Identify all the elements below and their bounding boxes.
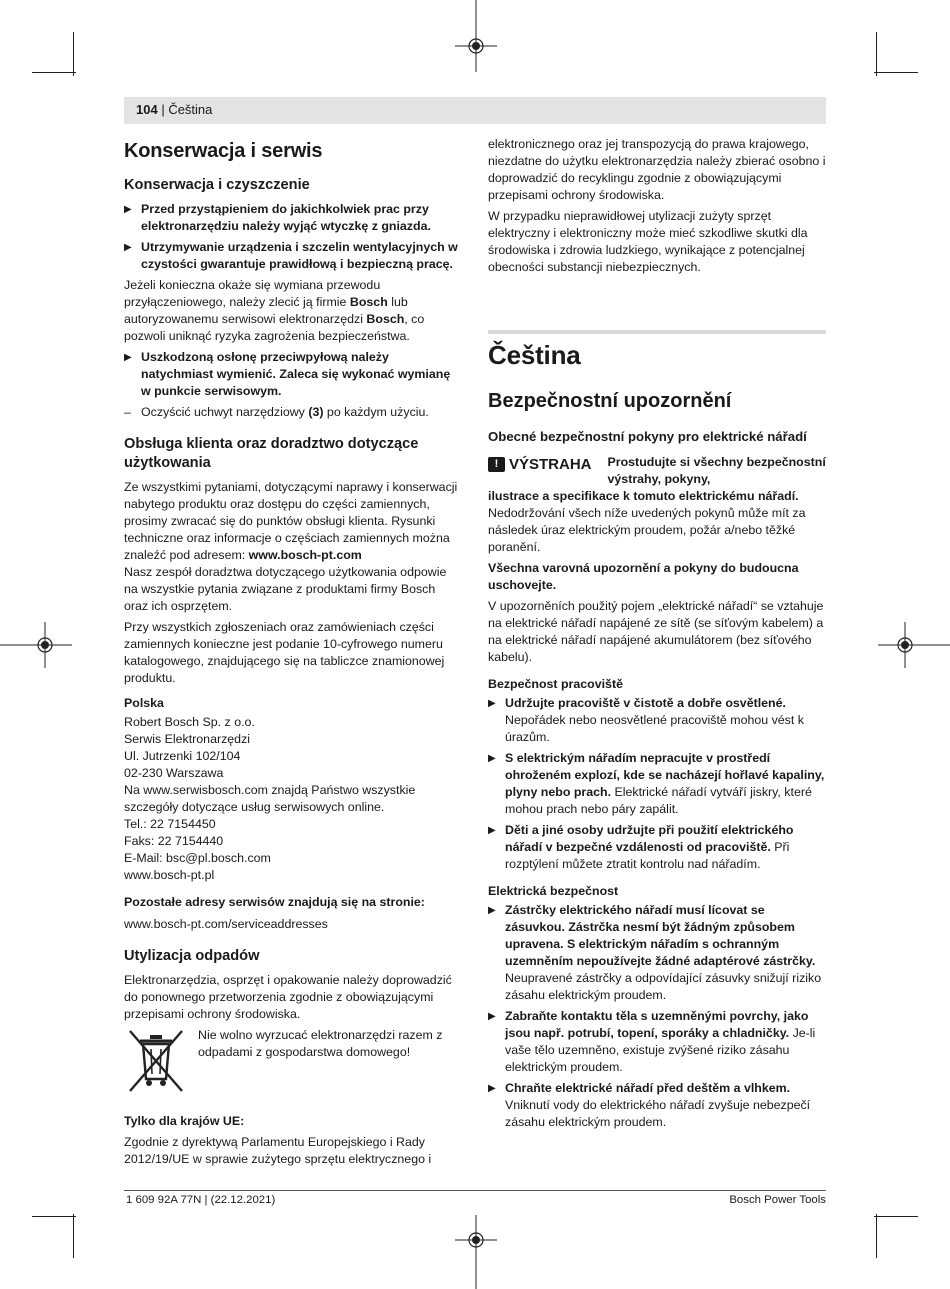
paragraph-eu: Zgodnie z dyrektywą Parlamentu Europejskiego i Rady 2012/19/UE w sprawie zużytego sprzętu elektrycznego i <box>124 1135 432 1166</box>
link-bosch-pt[interactable]: www.bosch-pt.com <box>248 548 362 562</box>
warning-icon: ! <box>488 457 505 472</box>
language-title: Čeština <box>488 340 581 370</box>
heading-cleaning: Konserwacja i czyszczenie <box>124 177 310 193</box>
paragraph-improper-disposal: W przypadku nieprawidłowej utylizacji zużyty sprzęt elektryczny i elektroniczny może mieć szkodliwe skutki dla środowiska i zdrowia ludzkiego, wynikające z potencjalnej obecności substancji niebezpiecznych. <box>488 209 808 274</box>
right-column-czech <box>488 338 826 1135</box>
language-divider <box>488 330 826 334</box>
crop-mark <box>73 32 74 76</box>
paragraph-disposal: Elektronarzędzia, osprzęt i opakowanie należy doprowadzić do ponownego przetworzenia zgodnie z obowiązującymi przepisami ochrony środowiska. <box>124 973 452 1021</box>
crop-mark <box>876 32 877 76</box>
heading-disposal: Utylizacja odpadów <box>124 948 260 964</box>
warning-block <box>488 454 826 488</box>
eu-heading: Tylko dla krajów UE: <box>124 1114 245 1128</box>
list-item: ▶ Chraňte elektrické nářadí před deštěm a vlhkem. Vniknutí vody do elektrického nářadí zvyšuje nebezpečí zásahu elektrickým proudem. <box>488 1081 811 1129</box>
footer-brand: Bosch Power Tools <box>729 1194 826 1206</box>
right-column <box>488 136 826 280</box>
page-number: 104 <box>136 102 158 117</box>
crossed-bin-icon <box>124 1027 188 1095</box>
crop-mark <box>874 72 918 73</box>
dash-item: – Oczyścić uchwyt narzędziowy (3) po każdym użyciu. <box>124 405 429 419</box>
heading-general-safety: Obecné bezpečnostní pokyny pro elektrické nářadí <box>488 429 807 444</box>
crop-mark <box>874 1216 918 1217</box>
paragraph-term: V upozorněních použitý pojem „elektrické nářadí“ se vztahuje na elektrické nářadí napájené ze sítě (se síťovým kabelem) a na elektrické nářadí napájené akumulátorem (bez síťového kabelu). <box>488 599 824 664</box>
heading-work-area: Bezpečnost pracoviště <box>488 677 623 691</box>
paragraph-cable: Jeżeli konieczna okaże się wymiana przewodu przyłączeniowego, należy zlecić ją firmie Bosch lub autoryzowanemu serwisowi elektronarzędzi Bosch, co pozwoli uniknąć ryzyka zagrożenia bezpieczeństwa. <box>124 278 425 343</box>
heading-customer-service: Obsługa klienta oraz doradztwo dotyczące użytkowania <box>124 436 419 471</box>
other-addresses-heading: Pozostałe adresy serwisów znajdują się na stronie: <box>124 895 425 909</box>
registration-mark-bottom <box>455 1215 497 1289</box>
list-item: ▶ Udržujte pracoviště v čistotě a dobře osvětlené. Nepořádek nebo neosvětlené pracoviště mohou vést k úrazům. <box>488 696 804 744</box>
warning-badge: ! VÝSTRAHA <box>488 456 592 473</box>
list-item: ▶ Děti a jiné osoby udržujte při použití elektrického nářadí v bezpečné vzdálenosti od pracoviště. Při rozptýlení můžete ztratit kontrolu nad nářadím. <box>488 823 794 871</box>
crop-mark <box>73 1214 74 1258</box>
header-language: Čeština <box>168 102 213 117</box>
paragraph-order-number: Przy wszystkich zgłoszeniach oraz zamówieniach części zamiennych konieczne jest podanie 10-cyfrowego numeru katalogowego, znajdującego się na tabliczce znamionowej produktu. <box>124 620 445 685</box>
keep-instructions: Všechna varovná upozornění a pokyny do budoucna uschovejte. <box>488 561 799 592</box>
section-title-maintenance: Konserwacja i serwis <box>124 140 323 162</box>
page-footer <box>124 1190 826 1206</box>
list-item: ▶ Zástrčky elektrického nářadí musí lícovat se zásuvkou. Zástrčka nesmí být žádným způsobem upravena. S elektrickým nářadím s ochranným uzemněním nepoužívejte žádné adaptérové zástrčky. Neupravené zástrčky a odpovídající zásuvky snižují riziko zásahu elektrickým proudem. <box>488 903 822 1002</box>
heading-safety: Bezpečnostní upozornění <box>488 390 732 412</box>
list-item: ▶ Utrzymywanie urządzenia i szczelin wentylacyjnych w czystości gwarantuje prawidłową i bezpieczną pracę. <box>124 240 458 271</box>
registration-mark-right <box>878 622 950 668</box>
paragraph-service: Ze wszystkimi pytaniami, dotyczącymi naprawy i konserwacji nabytego produktu oraz dostępu do części zamiennych, prosimy zwracać się do punktów obsługi klienta. Rysunki techniczne oraz informacje o częściach zamiennych można znaleźć pod adresem: www.bosch-pt.com Nasz zespół doradztwa dotyczącego użytkowania odpowie na wszystkie pytania związane z produktami firmy Bosch oraz ich osprzętem. <box>124 480 458 613</box>
crop-mark <box>32 72 76 73</box>
weee-notice <box>124 1027 460 1095</box>
left-column <box>124 138 460 1172</box>
link-service-addresses[interactable]: www.bosch-pt.com/serviceaddresses <box>124 917 328 931</box>
registration-mark-top <box>455 0 497 72</box>
doc-code: 1 609 92A 77N | (22.12.2021) <box>126 1194 276 1206</box>
page-header: 104 | Čeština <box>124 97 826 124</box>
list-item: ▶ Przed przystąpieniem do jakichkolwiek prac przy elektronarzędziu należy wyjąć wtyczkę z gniazda. <box>124 202 431 233</box>
heading-electrical-safety: Elektrická bezpečnost <box>488 884 619 898</box>
warning-bold-b: ilustrace a specifikace k tomuto elektrickému nářadí. <box>488 489 799 503</box>
crop-mark <box>32 1216 76 1217</box>
registration-mark-left <box>0 622 72 668</box>
address-block: Robert Bosch Sp. z o.o. Serwis Elektronarzędzi Ul. Jutrzenki 102/104 02-230 Warszawa Na www.serwisbosch.com znajdą Państwo wszystkie szczegóły dotyczące usług serwisowych online. Tel.: 22 7154450 Faks: 22 7154440 E-Mail: bsc@pl.bosch.com www.bosch-pt.pl <box>124 715 416 882</box>
weee-text: Nie wolno wyrzucać elektronarzędzi razem z odpadami z gospodarstwa domowego! <box>198 1028 443 1059</box>
country-heading: Polska <box>124 696 164 710</box>
warning-bold-a: Prostudujte si všechny bezpečnostní výstrahy, pokyny, <box>607 455 826 486</box>
paragraph-eu-continued: elektronicznego oraz jej transpozycją do prawa krajowego, niezdatne do użytku elektronarzędzia należy zbierać osobno i doprowadzić do recyklingu zgodnie z obowiązującymi przepisami ochrony środowiska. <box>488 137 826 202</box>
list-item: ▶ S elektrickým nářadím nepracujte v prostředí ohroženém explozí, kde se nacházejí hořlavé kapaliny, plyny nebo prach. Elektrické nářadí vytváří jiskry, které mohou prach nebo páry zapálit. <box>488 751 825 816</box>
warning-text: Nedodržování všech níže uvedených pokynů může mít za následek úraz elektrickým proudem, požár a/nebo těžké poranění. <box>488 506 806 554</box>
list-item: ▶ Zabraňte kontaktu těla s uzemněnými povrchy, jako jsou např. potrubí, topení, sporáky a chladničky. Je-li vaše tělo uzemněno, existuje zvýšené riziko zásahu elektrickým proudem. <box>488 1009 816 1074</box>
list-item: ▶ Uszkodzoną osłonę przeciwpyłową należy natychmiast wymienić. Zaleca się wykonać wymianę w punkcie serwisowym. <box>124 350 451 398</box>
crop-mark <box>876 1214 877 1258</box>
